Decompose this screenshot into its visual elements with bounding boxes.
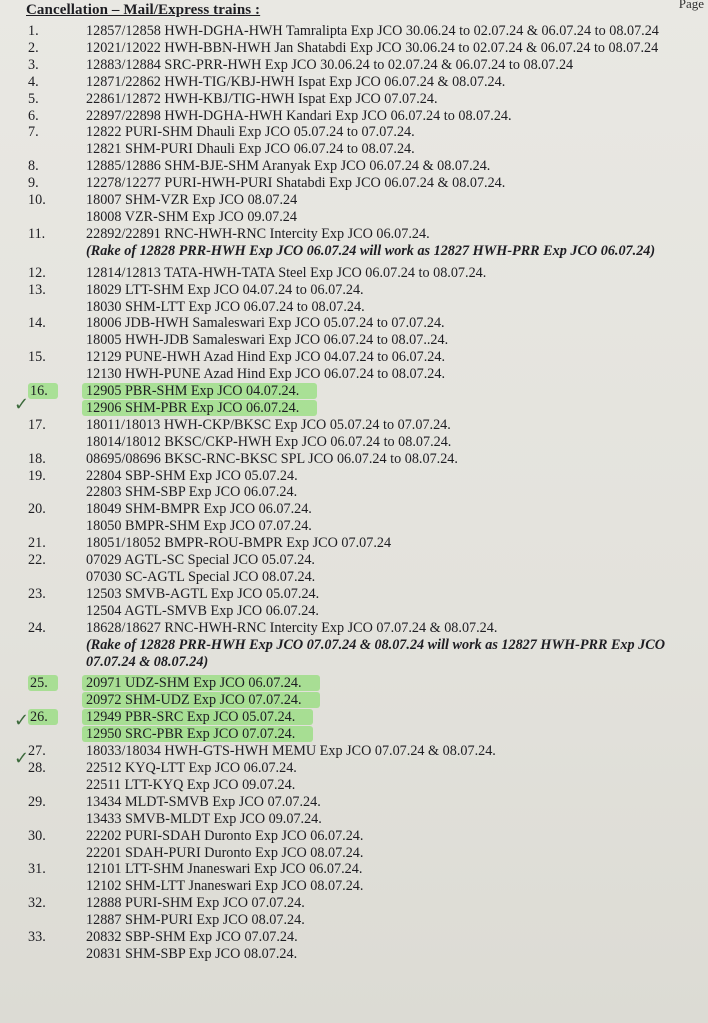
item-lines — [86, 675, 708, 709]
train-line — [86, 552, 708, 569]
item-number — [0, 282, 86, 299]
item-lines — [86, 383, 708, 417]
train-line — [86, 349, 708, 366]
item-number — [0, 552, 86, 569]
train-line — [86, 468, 708, 485]
item-lines — [86, 282, 708, 316]
item-number — [0, 226, 86, 243]
item-number — [0, 861, 86, 878]
item-number — [0, 383, 86, 400]
item-number-text: 29. — [28, 793, 46, 810]
item-number — [0, 535, 86, 552]
item-lines — [86, 91, 708, 108]
train-line-text: 12101 LTT-SHM Jnaneswari Exp JCO 06.07.24. — [86, 861, 363, 878]
list-item — [0, 315, 708, 349]
list-item — [0, 586, 708, 620]
list-item — [0, 501, 708, 535]
item-lines — [86, 40, 708, 57]
train-line-text: 18050 BMPR-SHM Exp JCO 07.07.24. — [86, 518, 312, 535]
item-lines — [86, 226, 708, 260]
list-item — [0, 760, 708, 794]
list-item — [0, 108, 708, 125]
section-heading: Cancellation – Mail/Express trains : — [26, 2, 261, 18]
train-line-text: 18005 HWH-JDB Samaleswari Exp JCO 06.07.24 to 08.07..24. — [86, 332, 449, 349]
train-line — [86, 282, 708, 299]
item-number-text: 14. — [28, 315, 46, 332]
item-lines — [86, 108, 708, 125]
item-number-text: 5. — [28, 90, 39, 107]
train-line — [86, 709, 708, 726]
item-lines — [86, 417, 708, 451]
item-number — [0, 23, 86, 40]
item-number — [0, 675, 86, 692]
train-line — [86, 366, 708, 383]
list-item — [0, 861, 708, 895]
item-number — [0, 828, 86, 845]
train-line — [86, 586, 708, 603]
train-line — [86, 794, 708, 811]
train-line-text: 18014/18012 BKSC/CKP-HWH Exp JCO 06.07.24 to 08.07.24. — [86, 433, 452, 450]
train-line — [86, 845, 708, 862]
item-number-text: 17. — [28, 416, 46, 433]
train-line — [86, 91, 708, 108]
train-line-text: 18051/18052 BMPR-ROU-BMPR Exp JCO 07.07.24 — [86, 535, 392, 552]
train-line — [86, 332, 708, 349]
train-line-text: 18030 SHM-LTT Exp JCO 06.07.24 to 08.07.24. — [86, 298, 365, 315]
item-number — [0, 315, 86, 332]
train-line-text: 22803 SHM-SBP Exp JCO 06.07.24. — [86, 484, 298, 501]
train-line-text: 22897/22898 HWH-DGHA-HWH Kandari Exp JCO 06.07.24 to 08.07.24. — [86, 107, 512, 124]
train-line — [86, 675, 708, 692]
train-line — [86, 108, 708, 125]
train-line — [86, 265, 708, 282]
item-lines — [86, 349, 708, 383]
list-item — [0, 675, 708, 709]
train-line-text: 18007 SHM-VZR Exp JCO 08.07.24 — [86, 192, 298, 209]
train-line — [86, 383, 708, 400]
train-line — [86, 603, 708, 620]
train-line — [86, 175, 708, 192]
list-item — [0, 23, 708, 40]
item-lines — [86, 451, 708, 468]
train-line-text: 18011/18013 HWH-CKP/BKSC Exp JCO 05.07.24 to 07.07.24. — [86, 416, 451, 433]
train-line-text: 12883/12884 SRC-PRR-HWH Exp JCO 30.06.24 to 02.07.24 & 06.07.24 to 08.07.24 — [86, 56, 574, 73]
list-item — [0, 124, 708, 158]
train-line-text: 12857/12858 HWH-DGHA-HWH Tamralipta Exp JCO 30.06.24 to 02.07.24 & 06.07.24 to 08.07.24 — [86, 23, 659, 39]
item-number-text: 16. — [28, 383, 58, 399]
train-line-text: 20831 SHM-SBP Exp JCO 08.07.24. — [86, 945, 298, 962]
train-line-text: 22804 SBP-SHM Exp JCO 05.07.24. — [86, 467, 298, 484]
train-line — [86, 726, 708, 743]
item-lines — [86, 760, 708, 794]
train-line-text: 18628/18627 RNC-HWH-RNC Intercity Exp JCO 07.07.24 & 08.07.24. — [86, 619, 498, 636]
item-number-text: 6. — [28, 107, 39, 124]
train-line — [86, 912, 708, 929]
train-line — [86, 743, 708, 760]
list-item — [0, 383, 708, 417]
item-lines — [86, 57, 708, 74]
train-line-text: 20832 SBP-SHM Exp JCO 07.07.24. — [86, 929, 298, 946]
list-item — [0, 451, 708, 468]
item-lines — [86, 709, 708, 743]
item-number-text: 9. — [28, 175, 39, 192]
train-line — [86, 692, 708, 709]
train-line-text: 08695/08696 BKSC-RNC-BKSC SPL JCO 06.07.24 to 08.07.24. — [86, 450, 458, 467]
item-number — [0, 895, 86, 912]
train-line-text: 22512 KYQ-LTT Exp JCO 06.07.24. — [86, 759, 297, 776]
item-number — [0, 91, 86, 108]
train-line — [86, 226, 708, 243]
train-line-text: 18006 JDB-HWH Samaleswari Exp JCO 05.07.24 to 07.07.24. — [86, 315, 445, 332]
train-line — [86, 23, 708, 40]
item-number — [0, 794, 86, 811]
item-number — [0, 501, 86, 518]
item-lines — [86, 620, 708, 671]
item-number-text: 28. — [28, 759, 46, 776]
train-line — [86, 895, 708, 912]
item-lines — [86, 861, 708, 895]
item-number-text: 13. — [28, 281, 46, 298]
train-line-text: 12950 SRC-PBR Exp JCO 07.07.24. — [82, 726, 313, 742]
train-line — [86, 484, 708, 501]
item-lines — [86, 895, 708, 929]
item-number-text: 12. — [28, 264, 46, 281]
item-number-text: 19. — [28, 467, 46, 484]
item-lines — [86, 192, 708, 226]
item-lines — [86, 501, 708, 535]
train-line-text: 20972 SHM-UDZ Exp JCO 07.07.24. — [82, 692, 320, 708]
item-number — [0, 124, 86, 141]
item-number — [0, 158, 86, 175]
train-line — [86, 209, 708, 226]
train-line — [86, 451, 708, 468]
item-lines — [86, 23, 708, 40]
list-item — [0, 709, 708, 743]
item-number-text: 2. — [28, 39, 39, 56]
train-line — [86, 811, 708, 828]
train-line-text: 13434 MLDT-SMVB Exp JCO 07.07.24. — [86, 793, 321, 810]
train-line — [86, 417, 708, 434]
item-number-text: 18. — [28, 450, 46, 467]
item-number-text: 8. — [28, 158, 39, 175]
item-lines — [86, 743, 708, 760]
train-line-text: 12814/12813 TATA-HWH-TATA Steel Exp JCO 06.07.24 to 08.07.24. — [86, 264, 487, 281]
list-item — [0, 468, 708, 502]
item-lines — [86, 535, 708, 552]
list-item — [0, 282, 708, 316]
rake-note: (Rake of 12828 PRR-HWH Exp JCO 07.07.24 & 08.07.24 will work as 12827 HWH-PRR Exp JCO 07.07.24 & 08.07.24) — [86, 636, 665, 670]
train-line — [86, 535, 708, 552]
item-number-text: 4. — [28, 73, 39, 90]
train-line — [86, 124, 708, 141]
item-number — [0, 175, 86, 192]
train-line-text: 12821 SHM-PURI Dhauli Exp JCO 06.07.24 to 08.07.24. — [86, 141, 415, 158]
item-number — [0, 743, 86, 760]
train-line — [86, 569, 708, 586]
item-number — [0, 265, 86, 282]
item-lines — [86, 158, 708, 175]
list-item — [0, 40, 708, 57]
train-line-text: 22861/12872 HWH-KBJ/TIG-HWH Ispat Exp JCO 07.07.24. — [86, 90, 438, 107]
item-number-text: 30. — [28, 827, 46, 844]
train-line-text: 18008 VZR-SHM Exp JCO 09.07.24 — [86, 208, 297, 225]
train-line-text: 13433 SMVB-MLDT Exp JCO 09.07.24. — [86, 810, 322, 827]
train-line-text: 12102 SHM-LTT Jnaneswari Exp JCO 08.07.24. — [86, 878, 364, 895]
item-number — [0, 586, 86, 603]
list-item — [0, 192, 708, 226]
train-line-text: 12503 SMVB-AGTL Exp JCO 05.07.24. — [86, 585, 320, 602]
item-number-text: 10. — [28, 192, 46, 209]
list-item — [0, 417, 708, 451]
train-line — [86, 74, 708, 91]
list-item — [0, 57, 708, 74]
train-line — [86, 760, 708, 777]
train-line — [86, 192, 708, 209]
train-line-text: 18033/18034 HWH-GTS-HWH MEMU Exp JCO 07.07.24 & 08.07.24. — [86, 743, 496, 760]
item-number-text: 31. — [28, 861, 46, 878]
item-lines — [86, 552, 708, 586]
item-lines — [86, 794, 708, 828]
item-lines — [86, 828, 708, 862]
train-line-text: 12504 AGTL-SMVB Exp JCO 06.07.24. — [86, 602, 319, 619]
train-line — [86, 400, 708, 417]
list-item — [0, 552, 708, 586]
item-number — [0, 620, 86, 637]
train-line — [86, 828, 708, 845]
train-line-text: 22511 LTT-KYQ Exp JCO 09.07.24. — [86, 776, 296, 793]
cancellation-list — [0, 23, 708, 963]
list-item — [0, 794, 708, 828]
list-item — [0, 620, 708, 671]
item-number — [0, 349, 86, 366]
item-number-text: 26. — [28, 709, 58, 725]
item-number — [0, 74, 86, 91]
item-number-text: 7. — [28, 124, 39, 141]
list-item — [0, 828, 708, 862]
train-line-text: 12822 PURI-SHM Dhauli Exp JCO 05.07.24 to 07.07.24. — [86, 124, 415, 141]
item-number-text: 25. — [28, 675, 58, 691]
item-number — [0, 192, 86, 209]
train-line — [86, 501, 708, 518]
item-number-text: 15. — [28, 349, 46, 366]
item-number-text: 23. — [28, 585, 46, 602]
item-number-text: 32. — [28, 895, 46, 912]
list-item — [0, 158, 708, 175]
item-number — [0, 451, 86, 468]
item-number-text: 3. — [28, 56, 39, 73]
list-item — [0, 535, 708, 552]
train-line-text: 12021/12022 HWH-BBN-HWH Jan Shatabdi Exp JCO 30.06.24 to 02.07.24 & 06.07.24 to 08.07.24 — [86, 39, 659, 56]
item-lines — [86, 315, 708, 349]
list-item — [0, 929, 708, 963]
item-number — [0, 40, 86, 57]
train-line-text: 12130 HWH-PUNE Azad Hind Exp JCO 06.07.24 to 08.07.24. — [86, 366, 446, 383]
item-number-text: 21. — [28, 535, 46, 552]
train-line-text: 12905 PBR-SHM Exp JCO 04.07.24. — [82, 383, 317, 399]
train-line — [86, 57, 708, 74]
train-line — [86, 434, 708, 451]
train-line — [86, 40, 708, 57]
list-item — [0, 175, 708, 192]
train-line — [86, 946, 708, 963]
train-line — [86, 878, 708, 895]
train-line — [86, 518, 708, 535]
item-number-text: 27. — [28, 743, 46, 760]
check-mark-icon: ✓ — [14, 394, 30, 415]
train-line-text: 12278/12277 PURI-HWH-PURI Shatabdi Exp JCO 06.07.24 & 08.07.24. — [86, 175, 506, 192]
train-line-text: 12888 PURI-SHM Exp JCO 07.07.24. — [86, 895, 305, 912]
train-line — [86, 861, 708, 878]
item-number — [0, 709, 86, 726]
item-lines — [86, 124, 708, 158]
list-item — [0, 226, 708, 260]
item-number-text: 1. — [28, 23, 39, 39]
item-lines — [86, 468, 708, 502]
train-line-text: 07030 SC-AGTL Special JCO 08.07.24. — [86, 569, 316, 585]
item-number-text: 11. — [28, 225, 46, 242]
check-mark-icon: ✓ — [14, 748, 30, 769]
list-item — [0, 91, 708, 108]
train-line-text: 12906 SHM-PBR Exp JCO 06.07.24. — [82, 400, 317, 416]
item-number — [0, 417, 86, 434]
item-number-text: 33. — [28, 929, 46, 946]
train-line-text: 12871/22862 HWH-TIG/KBJ-HWH Ispat Exp JCO 06.07.24 & 08.07.24. — [86, 73, 506, 90]
train-line-text: 12129 PUNE-HWH Azad Hind Exp JCO 04.07.24 to 06.07.24. — [86, 349, 446, 366]
train-line-text: 22202 PURI-SDAH Duronto Exp JCO 06.07.24. — [86, 827, 364, 844]
train-line — [86, 777, 708, 794]
item-lines — [86, 586, 708, 620]
item-number — [0, 760, 86, 777]
train-line — [86, 929, 708, 946]
item-number-text: 22. — [28, 552, 46, 569]
item-number — [0, 57, 86, 74]
item-lines — [86, 265, 708, 282]
train-line-text: 12949 PBR-SRC Exp JCO 05.07.24. — [82, 709, 313, 725]
train-line-text: 22892/22891 RNC-HWH-RNC Intercity Exp JCO 06.07.24. — [86, 225, 430, 242]
train-line-text: 18049 SHM-BMPR Exp JCO 06.07.24. — [86, 501, 312, 518]
list-item — [0, 349, 708, 383]
train-line — [86, 620, 708, 637]
item-lines — [86, 929, 708, 963]
train-line-text: 22201 SDAH-PURI Duronto Exp JCO 08.07.24. — [86, 844, 364, 861]
check-mark-icon: ✓ — [14, 710, 30, 731]
train-line — [86, 315, 708, 332]
item-lines — [86, 74, 708, 91]
train-line — [86, 158, 708, 175]
item-lines — [86, 175, 708, 192]
rake-note: (Rake of 12828 PRR-HWH Exp JCO 06.07.24 will work as 12827 HWH-PRR Exp JCO 06.07.24) — [86, 242, 656, 259]
list-item — [0, 895, 708, 929]
list-item — [0, 74, 708, 91]
item-number — [0, 108, 86, 125]
item-number — [0, 468, 86, 485]
train-line-text: 20971 UDZ-SHM Exp JCO 06.07.24. — [82, 675, 320, 691]
item-number — [0, 929, 86, 946]
list-item — [0, 265, 708, 282]
train-line — [86, 141, 708, 158]
train-line-text: 07029 AGTL-SC Special JCO 05.07.24. — [86, 552, 315, 569]
item-number-text: 24. — [28, 619, 46, 636]
train-line-text: 18029 LTT-SHM Exp JCO 04.07.24 to 06.07.24. — [86, 281, 364, 298]
page-number-mark: Page — [678, 0, 704, 11]
train-line-text: 12887 SHM-PURI Exp JCO 08.07.24. — [86, 912, 305, 929]
train-line-text: 12885/12886 SHM-BJE-SHM Aranyak Exp JCO 06.07.24 & 08.07.24. — [86, 158, 491, 175]
item-number-text: 20. — [28, 501, 46, 518]
train-line — [86, 299, 708, 316]
list-item — [0, 743, 708, 760]
